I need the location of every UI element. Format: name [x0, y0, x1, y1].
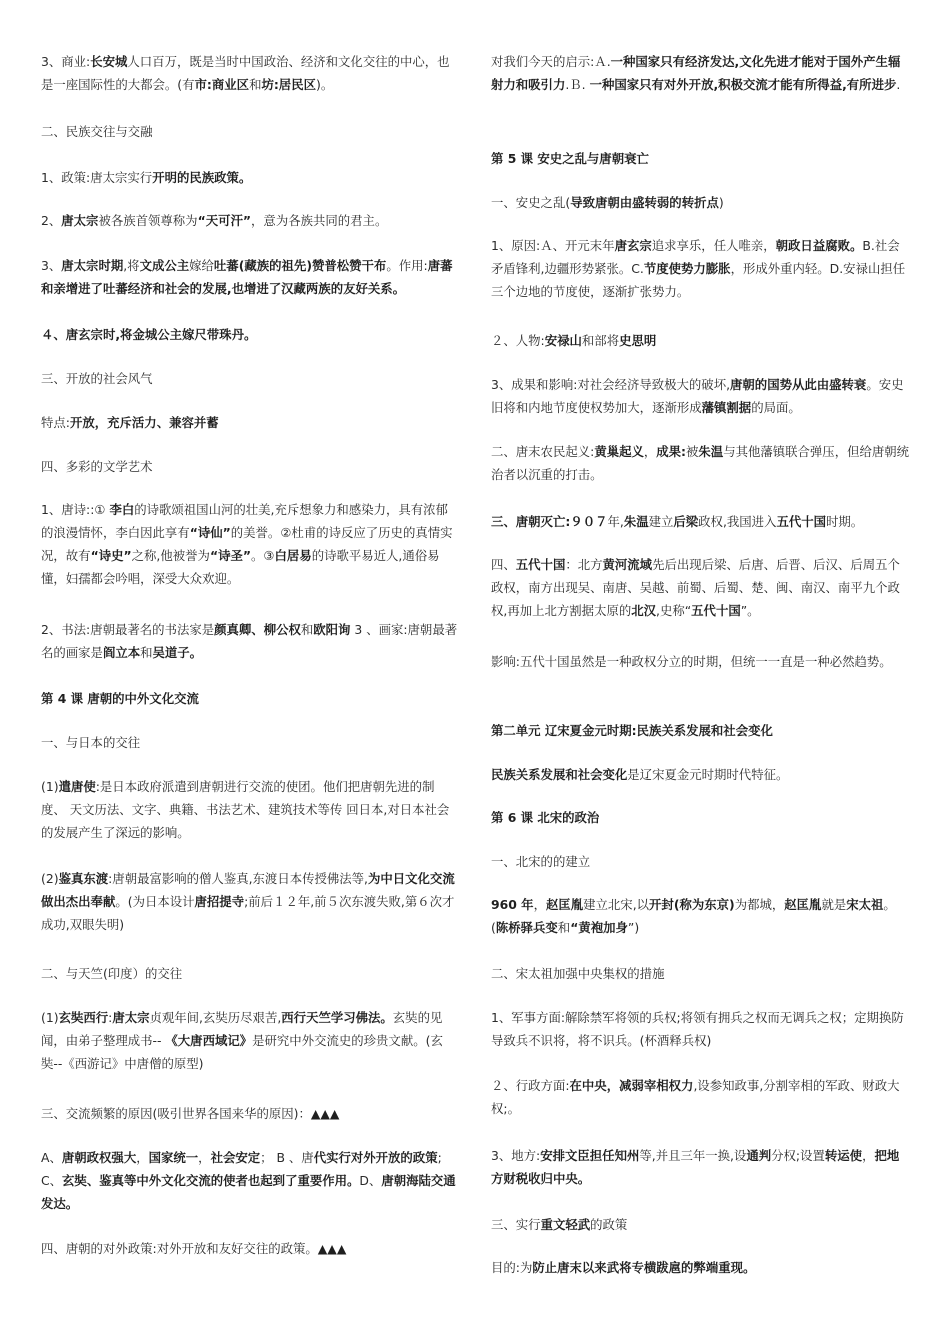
bold-text: “诗仙”	[189, 525, 231, 540]
text: 和	[249, 77, 262, 92]
text: 三、交流频繁的原因(吸引世界各国来华的原因)：	[41, 1106, 311, 1121]
bold-text: 颜真卿、柳公权	[214, 622, 301, 637]
bold-text: 第 4 课 唐朝的中外文化交流	[41, 691, 199, 706]
text: ，	[533, 897, 546, 912]
text: 二、宋太祖加强中央集权的措施	[491, 966, 665, 981]
paragraph	[41, 1146, 459, 1215]
bold-text: 导致唐朝由盛转弱的转折点	[570, 195, 719, 210]
text: 。(为日本设计	[115, 894, 195, 909]
text: 贞观年间,玄奘历尽艰苦,	[149, 1010, 282, 1025]
paragraph	[491, 329, 911, 352]
text: ,将	[123, 258, 140, 273]
bold-text: 代实行对外开放的政策	[313, 1150, 438, 1165]
text: 的诗歌平易近人,通俗易懂，妇孺都会吟唱，深受大众欢迎。	[41, 548, 440, 586]
paragraph	[491, 1144, 911, 1190]
text: 四、多彩的文学艺术	[41, 459, 153, 474]
text: 三、开放的社会风气	[41, 371, 153, 386]
bold-text: “诗史”	[90, 548, 132, 563]
text: 和	[140, 645, 153, 660]
paragraph	[41, 209, 459, 232]
bold-text: 把地方财税收归中央。	[491, 1148, 900, 1186]
text: ； B 、唐	[260, 1150, 314, 1165]
text: 就是	[821, 897, 847, 912]
bold-text: 《大唐西域记》	[165, 1033, 253, 1048]
bold-text: 社会安定	[210, 1150, 261, 1165]
text: .Ｂ.	[565, 77, 590, 92]
text: (1)	[41, 779, 59, 794]
bold-text: 长安城	[90, 54, 128, 69]
bold-text: 西行天竺学习佛法。	[281, 1010, 393, 1025]
paragraph	[491, 373, 911, 419]
bold-text: 吐蕃(藏族的祖先)赞普松赞干布	[213, 258, 387, 273]
text: 二、民族交往与交融	[41, 124, 153, 139]
bold-text: 在中央，减弱宰相权力	[569, 1078, 694, 1093]
bold-text: 唐朝海陆交通发达。	[41, 1173, 456, 1211]
paragraph	[491, 440, 911, 486]
bold-text: ▲▲▲	[317, 1241, 347, 1256]
bold-text: 赵匡胤	[784, 897, 822, 912]
bold-text: 阎立本	[102, 645, 141, 660]
bold-text: 开封(称为东京)	[649, 897, 735, 912]
bold-text: 朱温	[623, 514, 649, 529]
bold-text: 转运使	[824, 1148, 863, 1163]
text: 2、书法:唐朝最著名的书法家是	[41, 622, 215, 637]
text: 1、政策:唐太宗实行	[41, 170, 153, 185]
paragraph	[41, 323, 459, 346]
bold-text: 唐太宗时期	[61, 258, 124, 273]
paragraph	[41, 367, 459, 390]
bold-text: 唐招提寺	[194, 894, 245, 909]
bold-text: 玄奘、鉴真等中外文化交流的使者也起到了重要作用。	[62, 1173, 360, 1188]
text: 与其他藩镇联合弹压，但给唐朝统治者以沉重的打击。	[491, 444, 910, 482]
bold-text: 安禄山	[544, 333, 582, 348]
text: ”)	[627, 920, 640, 935]
paragraph	[41, 120, 459, 143]
text: )。	[315, 77, 334, 92]
text: 是研究中外交流史的珍贵文献。(玄奘--《西游记》中唐僧的原型)	[41, 1033, 443, 1071]
text: :唐朝最富影响的僧人鉴真,东渡日本传授佛法等,	[108, 871, 368, 886]
bold-text: 坊:居民区	[261, 77, 316, 92]
bold-text: 960 年	[491, 897, 534, 912]
text: 二、唐末农民起义:	[491, 444, 595, 459]
bold-text: 白居易	[274, 548, 312, 563]
text: 为都城，	[734, 897, 785, 912]
text: A、	[41, 1150, 62, 1165]
bold-text: 五代十国	[691, 603, 741, 618]
text: 3 、画家:唐朝最著名的画家是	[41, 622, 458, 660]
bold-text: 朝政日益腐败。	[775, 238, 863, 253]
text: 和	[557, 920, 571, 935]
text: 。安史旧将和内地节度使权势加大，逐渐形成	[491, 377, 904, 415]
bold-text: 赵匡胤	[545, 897, 584, 912]
bold-text: 第二单元 辽宋夏金元时期:民族关系发展和社会变化	[491, 723, 773, 738]
bold-text: 市:商业区	[194, 77, 250, 92]
bold-text: 唐朝的国势从此由盛转衰	[730, 377, 867, 392]
bold-text: 成果:	[656, 444, 687, 459]
paragraph	[41, 166, 459, 189]
bold-text: 一种国家只有对外开放,积极交流才能有所得益,有所进步	[589, 77, 897, 92]
text: ，意为各族共同的君主。	[251, 213, 388, 228]
paragraph	[491, 893, 911, 939]
paragraph	[491, 50, 911, 96]
text: ，	[136, 1150, 149, 1165]
text: 二、与天竺(印度）的交往	[41, 966, 183, 981]
paragraph	[41, 618, 459, 664]
text: )	[718, 195, 724, 210]
text: ，形成外重内轻。D.安禄山担任三个边地的节度使，逐渐扩张势力。	[491, 261, 906, 299]
bold-text: 开放，充斥活力、兼容并蓄	[69, 415, 219, 430]
text: 四、唐朝的对外政策:对外开放和友好交往的政策。	[41, 1241, 318, 1256]
bold-text: ▲▲▲	[310, 1106, 340, 1121]
bold-text: 一种国家只有经济发达,文化先进才能对于国外产生辐射力和吸引力	[491, 54, 901, 92]
paragraph	[491, 806, 911, 829]
bold-text: 史思明	[619, 333, 657, 348]
bold-text: 欧阳询	[313, 622, 351, 637]
paragraph	[491, 191, 911, 214]
bold-text: “诗圣”	[209, 548, 252, 563]
bold-text: 玄奘西行	[58, 1010, 109, 1025]
text: 。作用:	[386, 258, 428, 273]
paragraph	[491, 1256, 911, 1279]
bold-text: 节度使势力膨胀	[643, 261, 731, 276]
text: 。③	[251, 548, 275, 563]
paragraph	[41, 1237, 459, 1260]
text: 3、成果和影响:对社会经济导致极大的破坏,	[491, 377, 731, 392]
paragraph	[491, 1006, 911, 1052]
text: .	[896, 77, 901, 92]
paragraph	[491, 962, 911, 985]
text: :是日本政府派遣到唐朝进行交流的使团。他们把唐朝先进的制度、 天文历法、文字、典籍、书法艺术、建筑技术等传 回日本,对日本社会的发展产生了深远的影响。	[41, 779, 450, 840]
bold-text: 北汉	[631, 603, 657, 618]
text: 建立北宋,以	[583, 897, 650, 912]
bold-text: 陈桥驿兵变	[495, 920, 558, 935]
bold-text: 为中日文化交流做出杰出奉献	[41, 871, 455, 909]
paragraph	[41, 498, 459, 590]
text: :	[108, 1010, 113, 1025]
bold-text: “黄袍加身	[570, 920, 628, 935]
paragraph	[491, 510, 911, 533]
text: 年,	[607, 514, 624, 529]
bold-text: 黄巢起义	[594, 444, 644, 459]
text: 被	[686, 444, 699, 459]
bold-text: 唐朝政权强大	[61, 1150, 137, 1165]
bold-text: 通判	[746, 1148, 772, 1163]
paragraph	[41, 455, 459, 478]
text: D、	[359, 1173, 382, 1188]
text: 是辽宋夏金元时期时代特征。	[627, 767, 789, 782]
text: 分权;设置	[771, 1148, 825, 1163]
bold-text: 安排文臣担任知州	[540, 1148, 640, 1163]
paragraph	[41, 731, 459, 754]
text: (2)	[41, 871, 59, 886]
text: 建立	[648, 514, 674, 529]
paragraph	[491, 850, 911, 873]
text: 1、原因:Ａ、开元末年	[491, 238, 615, 253]
text: 1、军事方面:解除禁军将领的兵权;将领有拥兵之权而无调兵之权；定期换防导致兵不识将，将不识兵。(杯酒释兵权)	[491, 1010, 904, 1048]
bold-text: 防止唐末以来武将专横跋扈的弊端重现。	[532, 1260, 756, 1275]
text: 3、地方:	[491, 1148, 541, 1163]
text: 的政策	[590, 1217, 628, 1232]
paragraph	[41, 50, 459, 96]
text: 和	[300, 622, 314, 637]
bold-text: 吴道子。	[152, 645, 203, 660]
bold-text: 第 6 课 北宋的政治	[491, 810, 600, 825]
text: ,设参知政事,分割宰相的军政、财政大权;。	[491, 1078, 900, 1116]
text: ２、行政方面:	[491, 1078, 570, 1093]
text: 3、商业:	[41, 54, 91, 69]
bold-text: 五代十国	[776, 514, 827, 529]
text: 特点:	[41, 415, 70, 430]
paragraph	[41, 1006, 459, 1075]
text: 时期。	[826, 514, 864, 529]
text: 一、与日本的交往	[41, 735, 141, 750]
bold-text: 宋太祖	[846, 897, 884, 912]
text: 1、唐诗::①	[41, 502, 110, 517]
text: 和部将	[581, 333, 620, 348]
text: 追求享乐，任人唯亲，	[651, 238, 776, 253]
bold-text: 后梁	[673, 514, 699, 529]
text: 先后出现后梁、后唐、后晋、后汉、后周五个政权，南方出现吴、南唐、吴越、前蜀、后蜀、楚、闽、南汉、南平九个政权,再加上北方割据太原的	[491, 557, 900, 618]
paragraph	[491, 719, 911, 742]
bold-text: 黄河流域	[602, 557, 653, 572]
paragraph	[491, 1074, 911, 1120]
text: 嫁给	[189, 258, 214, 273]
text: ,史称“	[656, 603, 692, 618]
text: 的诗歌颂祖国山河的壮美,充斥想象力和感染力，具有浓郁的浪漫情怀，李白因此享有	[41, 502, 448, 540]
bold-text: 唐太宗	[61, 213, 99, 228]
text: ;前后１２年,前５次东渡失败,第６次才成功,双眼失明)	[41, 894, 455, 932]
bold-text: 唐太宗	[112, 1010, 150, 1025]
text: ，	[862, 1148, 875, 1163]
bold-text: 第 5 课 安史之乱与唐朝衰亡	[491, 151, 649, 166]
text: ;C、	[41, 1150, 442, 1188]
paragraph	[491, 763, 911, 786]
text: (1)	[41, 1010, 59, 1025]
bold-text: 重文轻武	[540, 1217, 591, 1232]
paragraph	[41, 687, 459, 710]
text: 的美誉。②杜甫的诗反应了历史的真情实况，故有	[41, 525, 453, 563]
paragraph	[41, 1102, 459, 1125]
bold-text: 唐蕃和亲增进了吐蕃经济和社会的发展,也增进了汉藏两族的友好关系。	[41, 258, 453, 296]
text: ”。	[740, 603, 760, 618]
text: ２、人物:	[491, 333, 545, 348]
text: 一、安史之乱(	[491, 195, 571, 210]
paragraph	[41, 411, 459, 434]
paragraph	[41, 775, 459, 844]
bold-text: 朱温	[698, 444, 724, 459]
text: 影响:五代十国虽然是一种政权分立的时期，但统一一直是一种必然趋势。	[491, 654, 892, 669]
text: 政权,我国进入	[698, 514, 777, 529]
text: 被各族首领尊称为	[98, 213, 198, 228]
bold-text: 藩镇割据	[701, 400, 752, 415]
bold-text: ４、唐玄宗时,将金城公主嫁尺带珠丹。	[41, 327, 257, 342]
text: 一、北宋的的建立	[491, 854, 591, 869]
paragraph	[491, 147, 911, 170]
paragraph	[491, 1213, 911, 1236]
text: ，	[643, 444, 657, 459]
bold-text: 三、唐朝灭亡:９０７	[491, 514, 608, 529]
bold-text: 鉴真东渡	[58, 871, 109, 886]
text: 三、实行	[491, 1217, 541, 1232]
text: B.社会矛盾锋利,边疆形势紧张。C.	[491, 238, 900, 276]
bold-text: 国家统一	[148, 1150, 199, 1165]
paragraph	[491, 234, 911, 303]
text: 人口百万，既是当时中国政治、经济和文化交往的中心，也是一座国际性的大都会。(有	[41, 54, 450, 92]
bold-text: 五代十国	[515, 557, 566, 572]
paragraph	[491, 650, 911, 673]
bold-text: “天可汗”	[197, 213, 252, 228]
text: 。(	[491, 897, 896, 935]
bold-text: 开明的民族政策。	[152, 170, 252, 185]
bold-text: 遣唐使	[58, 779, 96, 794]
paragraph	[491, 553, 911, 622]
paragraph	[41, 962, 459, 985]
text: 对我们今天的启示:Ａ.	[491, 54, 611, 69]
text: 3、	[41, 258, 62, 273]
bold-text: 唐玄宗	[614, 238, 652, 253]
paragraph	[41, 254, 459, 300]
text: 四、	[491, 557, 516, 572]
text: 目的:为	[491, 1260, 533, 1275]
text: ：北方	[565, 557, 603, 572]
text: 之称,他被誉为	[131, 548, 210, 563]
text: 等,并且三年一换,设	[639, 1148, 747, 1163]
bold-text: 文成公主	[139, 258, 190, 273]
text: ，	[198, 1150, 211, 1165]
bold-text: 李白	[109, 502, 135, 517]
text: 玄奘的见闻，由弟子整理成书--	[41, 1010, 443, 1048]
bold-text: 民族关系发展和社会变化	[491, 767, 628, 782]
text: 的局面。	[751, 400, 801, 415]
text: 2、	[41, 213, 62, 228]
paragraph	[41, 867, 459, 936]
